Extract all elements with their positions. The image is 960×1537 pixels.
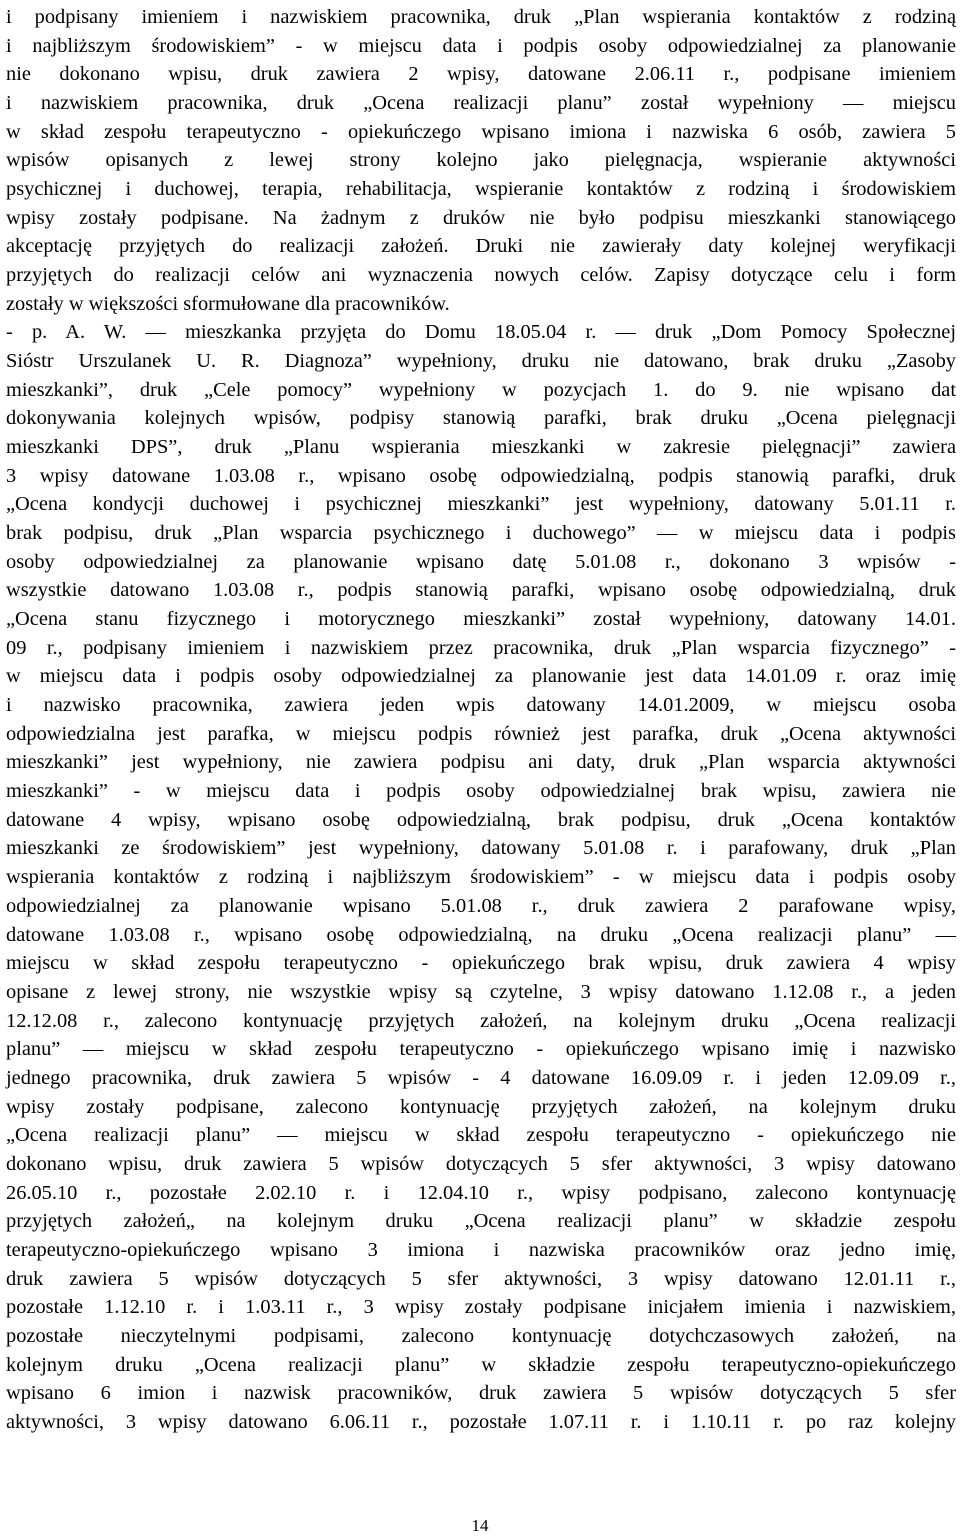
text-line: w miejscu data i podpis osoby odpowiedzialnej za planowanie jest data 14.01.09 r. oraz imię [6,665,956,688]
body-text [6,3,956,1437]
text-line: pozostałe 1.12.10 r. i 1.03.11 r., 3 wpisy zostały podpisane inicjałem imienia i nazwiskiem, [6,1296,956,1319]
text-line: datowane 1.03.08 r., wpisano osobę odpowiedzialną, na druku „Ocena realizacji planu” — [6,923,956,946]
text-line: - p. A. W. — mieszkanka przyjęta do Domu 18.05.04 r. — druk „Dom Pomocy Społecznej [6,321,956,344]
text-line: 3 wpisy datowane 1.03.08 r., wpisano osobę odpowiedzialną, podpis stanowią parafki, druk [6,464,956,487]
text-line: brak podpisu, druk „Plan wsparcia psychicznego i duchowego” — w miejscu data i podpis [6,522,956,545]
text-line: odpowiedzialnej za planowanie wpisano 5.01.08 r., druk zawiera 2 parafowane wpisy, [6,894,956,917]
text-line: druk zawiera 5 wpisów dotyczących 5 sfer aktywności, 3 wpisy datowano 12.01.11 r., [6,1267,956,1290]
text-line: wszystkie datowano 1.03.08 r., podpis stanowią parafki, wpisano osobę odpowiedzialną, druk [6,579,956,602]
text-line: opisane z lewej strony, nie wszystkie wpisy są czytelne, 3 wpisy datowano 1.12.08 r., a jeden [6,980,956,1003]
text-line: jednego pracownika, druk zawiera 5 wpisów - 4 datowane 16.09.09 r. i jeden 12.09.09 r., [6,1066,956,1089]
text-line: w skład zespołu terapeutyczno - opiekuńczego wpisano imiona i nazwiska 6 osób, zawiera 5 [6,120,956,143]
text-line: przyjętych założeń„ na kolejnym druku „Ocena realizacji planu” w składzie zespołu [6,1210,956,1233]
text-line: 09 r., podpisany imieniem i nazwiskiem przez pracownika, druk „Plan wsparcia fizycznego” - [6,636,956,659]
text-line: mieszkanki” jest wypełniony, nie zawiera podpisu ani daty, druk „Plan wsparcia aktywności [6,751,956,774]
text-line: nie dokonano wpisu, druk zawiera 2 wpisy, datowane 2.06.11 r., podpisane imieniem [6,63,956,86]
text-line: pozostałe nieczytelnymi podpisami, zalecono kontynuację dotychczasowych założeń, na [6,1324,956,1347]
text-line: osoby odpowiedzialnej za planowanie wpisano datę 5.01.08 r., dokonano 3 wpisów - [6,550,956,573]
text-line: miejscu w skład zespołu terapeutyczno - opiekuńczego brak wpisu, druk zawiera 4 wpisy [6,952,956,975]
text-line: mieszkanki DPS”, druk „Planu wspierania mieszkanki w zakresie pielęgnacji” zawiera [6,436,956,459]
text-line: mieszkanki” - w miejscu data i podpis osoby odpowiedzialnej brak wpisu, zawiera nie [6,780,956,803]
text-line: mieszkanki”, druk „Cele pomocy” wypełniony w pozycjach 1. do 9. nie wpisano dat [6,378,956,401]
text-line: psychicznej i duchowej, terapia, rehabilitacja, wspieranie kontaktów z rodziną i środowiskiem [6,178,956,201]
text-line: odpowiedzialna jest parafka, w miejscu podpis również jest parafka, druk „Ocena aktywności [6,722,956,745]
text-line: wspierania kontaktów z rodziną i najbliższym środowiskiem” - w miejscu data i podpis osoby [6,866,956,889]
text-line: wpisów opisanych z lewej strony kolejno jako pielęgnacja, wspieranie aktywności [6,149,956,172]
text-line: Sióstr Urszulanek U. R. Diagnoza” wypełniony, druku nie datowano, brak druku „Zasoby [6,350,956,373]
text-line: i nazwisko pracownika, zawiera jeden wpis datowany 14.01.2009, w miejscu osoba [6,694,956,717]
text-line: datowane 4 wpisy, wpisano osobę odpowiedzialną, brak podpisu, druk „Ocena kontaktów [6,808,956,831]
text-line: 12.12.08 r., zalecono kontynuację przyjętych założeń, na kolejnym druku „Ocena realizacji [6,1009,956,1032]
text-line: „Ocena kondycji duchowej i psychicznej mieszkanki” jest wypełniony, datowany 5.01.11 r. [6,493,956,516]
text-line: wpisy zostały podpisane, zalecono kontynuację przyjętych założeń, na kolejnym druku [6,1095,956,1118]
text-line: „Ocena stanu fizycznego i motorycznego mieszkanki” został wypełniony, datowany 14.01. [6,608,956,631]
text-line: zostały w większości sformułowane dla pracowników. [6,292,450,315]
text-line: akceptację przyjętych do realizacji założeń. Druki nie zawierały daty kolejnej weryfikacji [6,235,956,258]
text-line: i podpisany imieniem i nazwiskiem pracownika, druk „Plan wspierania kontaktów z rodziną [6,6,956,28]
text-line: aktywności, 3 wpisy datowano 6.06.11 r., pozostałe 1.07.11 r. i 1.10.11 r. po raz kolejny [6,1410,956,1433]
text-line: i najbliższym środowiskiem” - w miejscu data i podpis osoby odpowiedzialnej za planowanie [6,34,956,57]
text-line: terapeutyczno-opiekuńczego wpisano 3 imiona i nazwiska pracowników oraz jedno imię, [6,1238,956,1261]
text-line: mieszkanki ze środowiskiem” jest wypełniony, datowany 5.01.08 r. i parafowany, druk „Plan [6,837,956,860]
text-line: przyjętych do realizacji celów ani wyznaczenia nowych celów. Zapisy dotyczące celu i form [6,264,956,287]
text-line: 26.05.10 r., pozostałe 2.02.10 r. i 12.04.10 r., wpisy podpisano, zalecono kontynuację [6,1181,956,1204]
text-line: dokonano wpisu, druk zawiera 5 wpisów dotyczących 5 sfer aktywności, 3 wpisy datowano [6,1152,956,1175]
text-line: „Ocena realizacji planu” — miejscu w skład zespołu terapeutyczno - opiekuńczego nie [6,1124,956,1147]
text-line: dokonywania kolejnych wpisów, podpisy stanowią parafki, brak druku „Ocena pielęgnacji [6,407,956,430]
text-line: wpisy zostały podpisane. Na żadnym z druków nie było podpisu mieszkanki stanowiącego [6,206,956,229]
text-line: planu” — miejscu w skład zespołu terapeutyczno - opiekuńczego wpisano imię i nazwisko [6,1038,956,1061]
page-number: 14 [471,1516,489,1535]
text-line: kolejnym druku „Ocena realizacji planu” w składzie zespołu terapeutyczno-opiekuńczego [6,1353,956,1376]
text-line: wpisano 6 imion i nazwisk pracowników, druk zawiera 5 wpisów dotyczących 5 sfer [6,1382,956,1405]
text-line: i nazwiskiem pracownika, druk „Ocena realizacji planu” został wypełniony — miejscu [6,92,956,115]
